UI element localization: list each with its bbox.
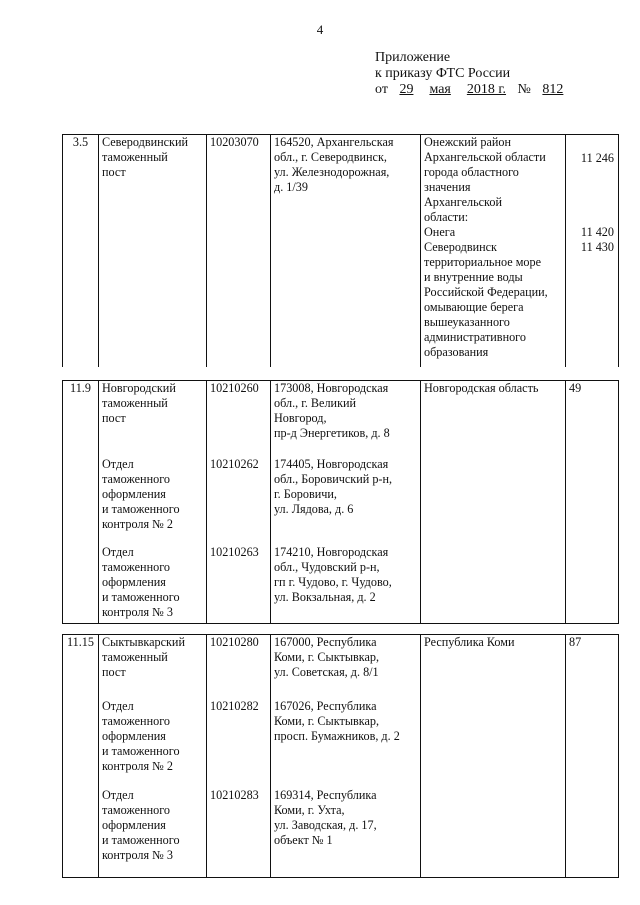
post-name: Новгородский таможенный пост Отдел таможенного оформления и таможенного контроля № 2 Отдел таможенного оформления и таможенного контроля № 3	[99, 381, 207, 623]
customs-table-11-9	[62, 380, 619, 624]
row-code: 3.5	[63, 135, 99, 367]
header-number: 812	[542, 82, 564, 97]
post-address: 164520, Архангельская обл., г. Северодвинск, ул. Железнодорожная, д. 1/39	[271, 135, 421, 367]
customs-table-3-5	[62, 134, 619, 367]
region: Новгородская область	[421, 381, 566, 623]
customs-table-11-15	[62, 634, 619, 878]
header-date-line	[375, 82, 587, 98]
post-name: Сыктывкарский таможенный пост Отдел таможенного оформления и таможенного контроля № 2 Отдел таможенного оформления и таможенного контроля № 3	[99, 635, 207, 877]
row-code: 11.15	[63, 635, 99, 877]
post-code: 10203070	[207, 135, 271, 367]
header-appendix: Приложение	[375, 50, 451, 65]
header-date: 29 мая 2018 г.	[399, 82, 507, 97]
region: Онежский район Архангельской области города областного значения Архангельской области: Онега Северодвинск территориальное море и внутренние воды Российской Федерации, омывающие берега вышеуказанного административного образования	[421, 135, 566, 367]
okato: 49	[569, 381, 582, 395]
header-from-label: от	[375, 82, 388, 97]
post-address: 173008, Новгородская обл., г. Великий Новгород, пр-д Энергетиков, д. 8 174405, Новгородская обл., Боровичский р-н, г. Боровичи, ул. Лядова, д. 6 174210, Новгородская обл., Чудовский р-н, гп г. Чудово, г. Чудово, ул. Вокзальная, д. 2	[271, 381, 421, 623]
table-row	[62, 134, 619, 367]
post-code: 10210260 10210262 10210263	[207, 381, 271, 623]
table-row	[62, 634, 619, 878]
region: Республика Коми	[421, 635, 566, 877]
okato: 87	[569, 635, 582, 649]
post-code: 10210280 10210282 10210283	[207, 635, 271, 877]
table-row	[62, 380, 619, 624]
document-header	[375, 50, 587, 98]
page-number: 4	[316, 22, 324, 37]
row-code: 11.9	[63, 381, 99, 623]
header-order: к приказу ФТС России	[375, 66, 511, 81]
okato: 11 246 11 420 11 430	[580, 151, 614, 254]
header-number-label: №	[517, 82, 531, 97]
post-address: 167000, Республика Коми, г. Сыктывкар, ул. Советская, д. 8/1 167026, Республика Коми, г. Сыктывкар, просп. Бумажников, д. 2 169314, Республика Коми, г. Ухта, ул. Заводская, д. 17, объект № 1	[271, 635, 421, 877]
post-name: Северодвинский таможенный пост	[99, 135, 207, 367]
